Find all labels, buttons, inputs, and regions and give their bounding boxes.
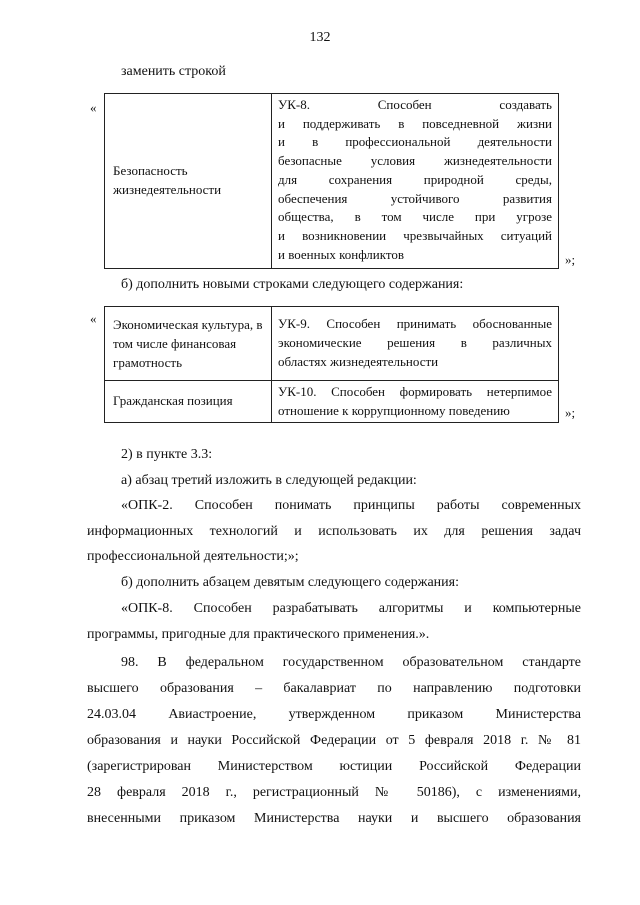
table2-line: УК-10. Способен формировать нетерпимое	[278, 384, 552, 399]
table2-left-cell: Экономическая культура, в том числе финансовая грамотность	[105, 307, 272, 381]
table2-line: экономические решения в различных	[278, 335, 552, 351]
paragraph-line: 28 февраля 2018 г., регистрационный № 50186), с изменениями,	[87, 785, 581, 800]
table2-line: УК-9. Способен принимать обоснованные	[278, 316, 552, 332]
table2-open-quote: «	[90, 311, 97, 326]
paragraph-line: профессиональной деятельности;»;	[87, 549, 299, 565]
table2-right-cell	[272, 381, 559, 423]
table1-line: обеспечения устойчивого развития	[278, 190, 552, 206]
paragraph-line: «ОПК-2. Способен понимать принципы работы современных	[121, 498, 581, 513]
table2-row	[105, 381, 559, 423]
table1-line: и военных конфликтов	[278, 246, 405, 262]
table2-right-cell	[272, 307, 559, 381]
paragraph-line: 24.03.04 Авиастроение, утвержденном приказом Министерства	[87, 707, 581, 722]
paragraph-line: 98. В федеральном государственном образовательном стандарте	[121, 655, 581, 670]
item-b1: б) дополнить новыми строками следующего содержания:	[121, 277, 464, 292]
table2-line: областях жизнедеятельности	[278, 353, 439, 369]
table1-line: для сохранения природной среды,	[278, 171, 552, 187]
table1	[104, 93, 559, 269]
item-a: а) абзац третий изложить в следующей редакции:	[121, 473, 417, 488]
table2-row	[105, 307, 559, 381]
table2-line: отношение к коррупционному поведению	[278, 402, 510, 418]
paragraph-line: высшего образования – бакалавриат по направлению подготовки	[87, 681, 581, 696]
table1-close-quote: »;	[565, 252, 576, 267]
table1-line: безопасные условия жизнедеятельности	[278, 153, 552, 169]
table1-line: и в профессиональной деятельности	[278, 134, 552, 150]
table1-right-cell	[272, 94, 559, 269]
table2	[104, 306, 559, 423]
table1-line: и поддерживать в повседневной жизни	[278, 115, 552, 131]
table2-left-cell: Гражданская позиция	[105, 381, 272, 423]
item-b2: б) дополнить абзацем девятым следующего содержания:	[121, 575, 459, 590]
item-2: 2) в пункте 3.3:	[121, 447, 213, 462]
table1-line: и возникновении чрезвычайных ситуаций	[278, 227, 552, 243]
table1-line: общества, в том числе при угрозе	[278, 209, 552, 225]
paragraph-line: информационных технологий и использовать их для решения задач	[87, 523, 581, 539]
table1-line: УК-8. Способен создавать	[278, 97, 552, 112]
paragraph-line: «ОПК-8. Способен разрабатывать алгоритмы и компьютерные	[121, 601, 581, 616]
paragraph-line: программы, пригодные для практического применения.».	[87, 626, 430, 642]
table2-close-quote: »;	[565, 405, 576, 420]
paragraph-98	[87, 650, 581, 832]
table1-left-cell: Безопасность жизнедеятельности	[105, 94, 272, 269]
paragraph-line: (зарегистрирован Министерством юстиции Российской Федерации	[87, 759, 581, 774]
opk8-paragraph	[87, 596, 581, 647]
table1-row	[105, 94, 559, 269]
page-number: 132	[309, 30, 331, 45]
paragraph-line: образования и науки Российской Федерации от 5 февраля 2018 г. № 81	[87, 733, 581, 748]
opk2-paragraph	[87, 493, 581, 570]
intro-text: заменить строкой	[121, 64, 226, 79]
paragraph-line: внесенными приказом Министерства науки и высшего образования	[87, 811, 581, 826]
table1-open-quote: «	[90, 100, 97, 115]
